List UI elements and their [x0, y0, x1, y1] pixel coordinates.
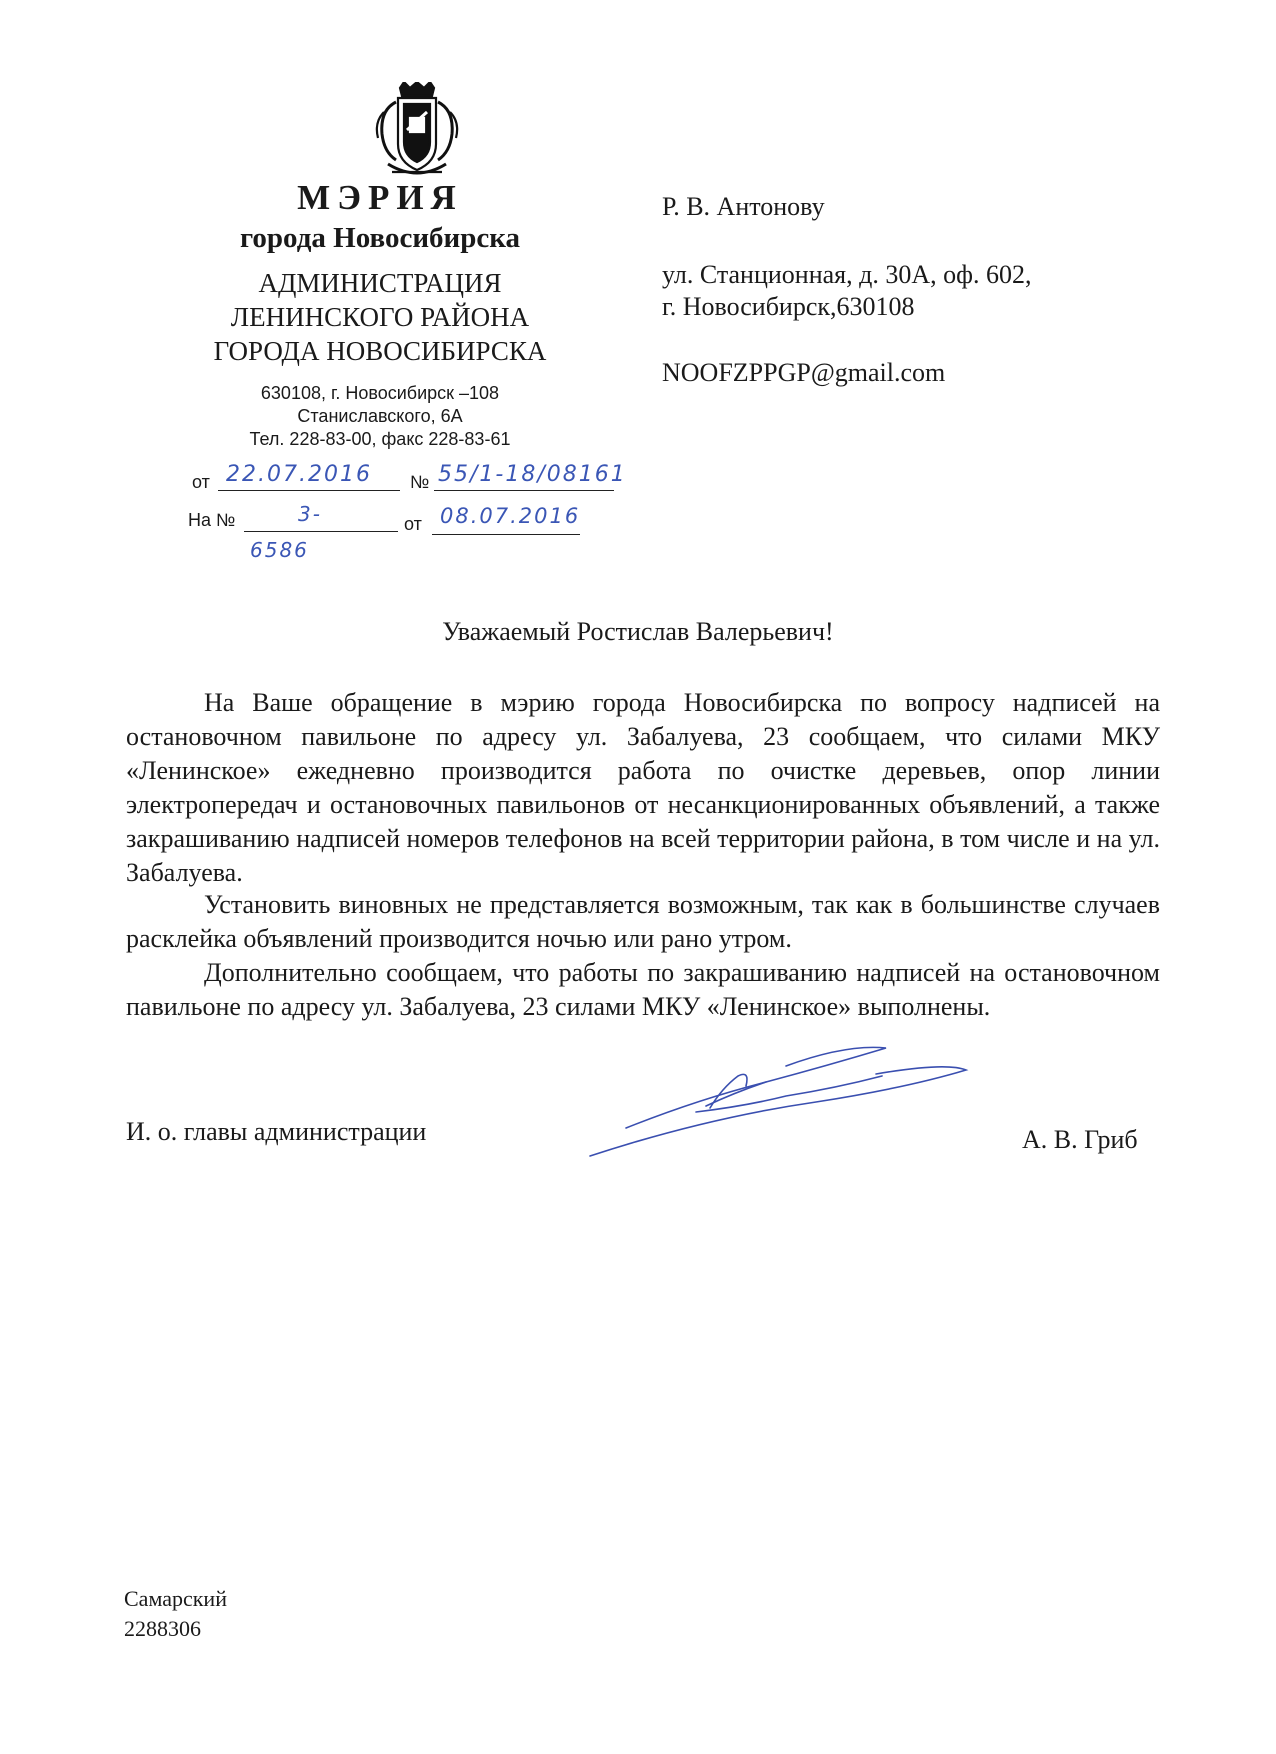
- recipient-address-line-2: г. Новосибирск,630108: [662, 292, 915, 321]
- reply-date-line: [432, 534, 580, 535]
- admin-line-3: ГОРОДА НОВОСИБИРСКА: [213, 336, 547, 366]
- executor-phone: 2288306: [124, 1616, 201, 1641]
- from-date-handwritten: 22.07.2016: [226, 462, 372, 487]
- letter-body: [126, 686, 1160, 890]
- org-name: МЭРИЯ: [297, 178, 463, 217]
- letter-body-2: [126, 888, 1160, 956]
- reply-date-handwritten: 08.07.2016: [440, 504, 581, 528]
- signatory-name: А. В. Гриб: [1022, 1125, 1138, 1154]
- letter-body-3: [126, 956, 1160, 1024]
- org-phone: Тел. 228-83-00, факс 228-83-61: [249, 429, 511, 449]
- handwritten-signature: [586, 1036, 980, 1164]
- from-label: от: [192, 472, 210, 492]
- admin-line-2: ЛЕНИНСКОГО РАЙОНА: [230, 302, 530, 332]
- reply-to-label: На №: [188, 510, 236, 530]
- org-address-line-1: 630108, г. Новосибирск –108: [260, 383, 500, 403]
- executor-name: Самарский: [124, 1586, 227, 1611]
- number-line: [434, 490, 614, 491]
- recipient-address-line-1: ул. Станционная, д. 30А, оф. 602,: [662, 260, 1032, 289]
- recipient-name: Р. В. Антонову: [662, 192, 825, 221]
- reply-to-line: [244, 531, 398, 532]
- org-city: города Новосибирска: [239, 222, 521, 254]
- from-date-line: [218, 490, 400, 491]
- reply-date-label: от: [404, 514, 422, 534]
- number-handwritten: 55/1-18/08161: [438, 462, 627, 487]
- paragraph-2: Установить виновных не представляется возможным, так как в большинстве случаев расклейка объявлений производится ночью или рано утром.: [126, 890, 1160, 953]
- recipient-email: NOOFZPPGP@gmail.com: [662, 358, 946, 387]
- admin-line-1: АДМИНИСТРАЦИЯ: [258, 268, 502, 298]
- reply-to-handwritten: 3-: [298, 502, 322, 526]
- coat-of-arms-icon: [370, 82, 464, 186]
- number-label: №: [410, 472, 430, 492]
- signatory-title: И. о. главы администрации: [126, 1117, 427, 1146]
- paragraph-1: На Ваше обращение в мэрию города Новосибирска по вопросу надписей на остановочном павильоне по адресу ул. Забалуева, 23 сообщаем, что силами МКУ «Ленинское» ежедневно производится работа по очистке деревьев, опор линии электропередач и остановочных павильонов от несанкционированных объявлений, а также закрашиванию надписей номеров телефонов на всей территории района, в том числе и на ул. Забалуева.: [126, 688, 1160, 887]
- reply-to-extra-handwritten: 6586: [250, 538, 309, 562]
- salutation: Уважаемый Ростислав Валерьевич!: [442, 617, 834, 646]
- org-address-line-2: Станиславского, 6А: [297, 406, 463, 426]
- paragraph-3: Дополнительно сообщаем, что работы по закрашиванию надписей на остановочном павильоне по адресу ул. Забалуева, 23 силами МКУ «Ленинское» выполнены.: [126, 958, 1160, 1021]
